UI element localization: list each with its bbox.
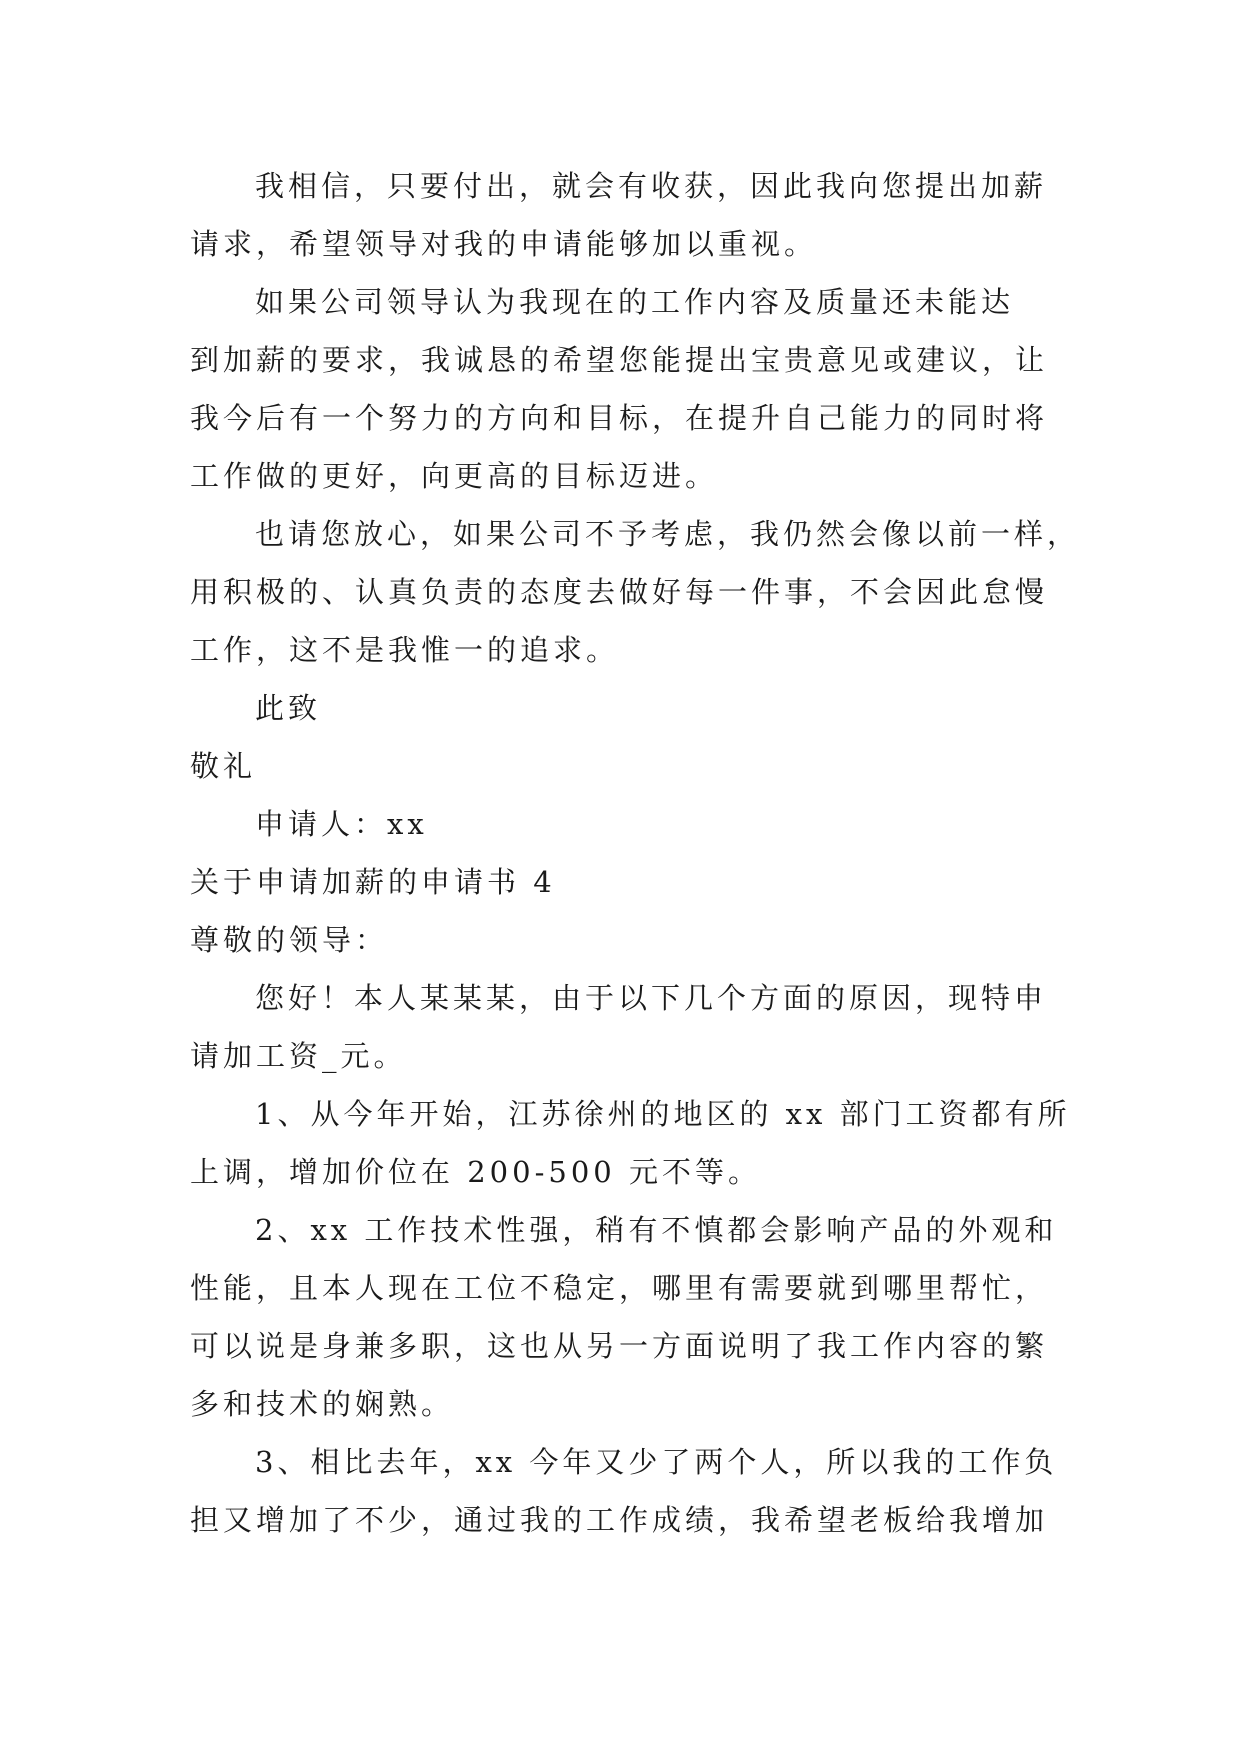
paragraph-line: 请求，希望领导对我的申请能够加以重视。	[190, 227, 818, 261]
paragraph-line: 请加工资_元。	[190, 1039, 407, 1073]
salutation-line: 敬礼	[190, 749, 257, 783]
closing-line: 此致	[255, 691, 322, 725]
paragraph-line: 工作做的更好，向更高的目标迈进。	[190, 459, 719, 493]
paragraph-line: 我相信，只要付出，就会有收获，因此我向您提出加薪	[255, 169, 1048, 203]
paragraph-line: 也请您放心，如果公司不予考虑，我仍然会像以前一样，	[255, 517, 1081, 551]
paragraph-line: 性能，且本人现在工位不稳定，哪里有需要就到哪里帮忙，	[190, 1271, 1049, 1305]
paragraph-line: 1、从今年开始，江苏徐州的地区的 xx 部门工资都有所	[255, 1097, 1071, 1131]
section-title: 关于申请加薪的申请书 4	[190, 865, 556, 899]
paragraph-line: 我今后有一个努力的方向和目标，在提升自己能力的同时将	[190, 401, 1049, 435]
paragraph-line: 用积极的、认真负责的态度去做好每一件事，不会因此怠慢	[190, 575, 1049, 609]
paragraph-line: 上调，增加价位在 200-500 元不等。	[190, 1155, 761, 1189]
signature-line: 申请人：xx	[255, 807, 428, 841]
paragraph-line: 3、相比去年，xx 今年又少了两个人，所以我的工作负	[255, 1445, 1058, 1479]
paragraph-line: 2、xx 工作技术性强，稍有不慎都会影响产品的外观和	[255, 1213, 1058, 1247]
paragraph-line: 如果公司领导认为我现在的工作内容及质量还未能达	[255, 285, 1015, 319]
paragraph-line: 可以说是身兼多职，这也从另一方面说明了我工作内容的繁	[190, 1329, 1049, 1363]
paragraph-line: 到加薪的要求，我诚恳的希望您能提出宝贵意见或建议，让	[190, 343, 1049, 377]
paragraph-line: 多和技术的娴熟。	[190, 1387, 455, 1421]
greeting-line: 尊敬的领导：	[190, 923, 389, 957]
paragraph-line: 工作，这不是我惟一的追求。	[190, 633, 620, 667]
paragraph-line: 担又增加了不少，通过我的工作成绩，我希望老板给我增加	[190, 1503, 1049, 1537]
paragraph-line: 您好！本人某某某，由于以下几个方面的原因，现特申	[255, 981, 1048, 1015]
